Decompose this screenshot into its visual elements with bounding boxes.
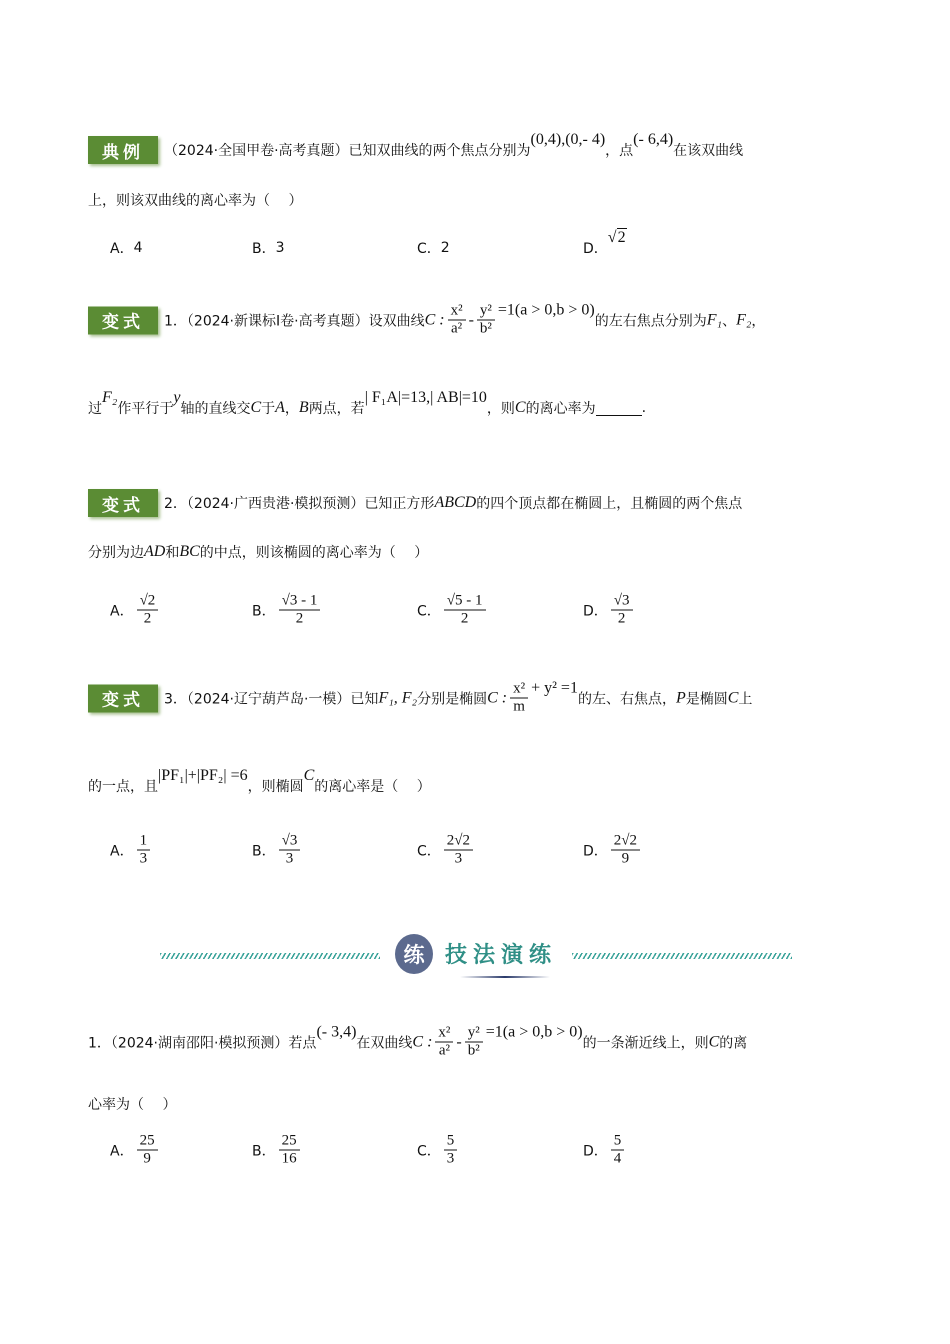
option-a (110, 1133, 161, 1168)
text-segment: 心率为（ ） (88, 1097, 177, 1113)
option-label: A． (110, 603, 134, 619)
denominator: a² (451, 320, 463, 337)
problem-1-line-1 (88, 389, 647, 418)
fraction (465, 1025, 483, 1060)
denominator: 2 (295, 610, 304, 627)
text-segment: 过 (88, 401, 102, 417)
problem-2-line-0 (88, 489, 742, 517)
math-expression: F₁, F₂ (378, 689, 418, 706)
numerator: 2√2 (444, 833, 473, 851)
denominator: a² (438, 1042, 450, 1059)
text-segment: ， (284, 401, 299, 417)
denominator: 2 (617, 610, 626, 627)
problem-0-line-0 (88, 131, 744, 164)
option-label: A． (110, 241, 134, 257)
text-segment: 、 (722, 313, 737, 329)
fraction (137, 833, 151, 868)
fraction (510, 681, 528, 716)
badge-label: 变式 (88, 489, 158, 517)
denominator: 3 (139, 850, 148, 867)
text-segment: 的一条渐近线上，则 (582, 1035, 709, 1051)
text-segment: 的中点，则该椭圆的离心率为（ ） (199, 545, 429, 561)
text-segment: 2 (440, 240, 450, 256)
option-label: C． (417, 843, 441, 859)
text-segment: 在双曲线 (356, 1035, 413, 1051)
numerator: 1 (137, 833, 151, 851)
math-expression: F₂ (102, 389, 118, 406)
text-segment: 两点，若 (308, 401, 365, 417)
math-expression: =1(a > 0,b > 0) (485, 1023, 583, 1040)
numerator: y² (465, 1025, 483, 1043)
text-segment: 的左右焦点分别为 (594, 313, 707, 329)
denominator: 2 (460, 610, 469, 627)
text-segment: 和 (165, 545, 180, 561)
math-expression: C (708, 1033, 720, 1050)
option-label: D． (583, 843, 608, 859)
numerator: x² (510, 681, 528, 699)
numerator: √3 - 1 (279, 593, 321, 611)
hatch-divider-right (572, 953, 792, 959)
fraction (435, 1025, 453, 1060)
fraction (448, 303, 466, 338)
option-b (252, 238, 285, 258)
math-expression: y (173, 389, 181, 406)
math-expression: =1(a > 0,b > 0) (497, 301, 595, 318)
text-segment: 上 (738, 691, 753, 707)
option-label: C． (417, 603, 441, 619)
fraction (279, 1133, 300, 1168)
problem-0-line-1 (88, 190, 302, 210)
text-segment: 分别为边 (88, 545, 144, 561)
option-c (417, 238, 450, 258)
text-segment: 1．（2024·新课标Ⅰ卷·高考真题）设双曲线 (164, 313, 425, 329)
text-segment: 3．（2024·辽宁葫芦岛·一模）已知 (164, 691, 379, 707)
section-banner (160, 930, 792, 982)
math-expression: AD (144, 543, 166, 560)
numerator: x² (448, 303, 466, 321)
badge-label: 变式 (88, 306, 158, 334)
math-expression: C : (412, 1033, 433, 1050)
text-segment: 上，则该双曲线的离心率为（ ） (88, 193, 303, 209)
math-expression: F₂ (736, 311, 752, 328)
option-label: D． (583, 603, 608, 619)
text-segment: 作平行于 (117, 401, 174, 417)
fraction (611, 833, 640, 868)
title-underline (460, 976, 550, 978)
denominator: 9 (621, 850, 630, 867)
math-expression: |PF₁|+|PF₂| =6 (158, 767, 248, 784)
option-d (583, 593, 636, 628)
option-label: D． (583, 241, 608, 257)
option-label: A． (110, 843, 134, 859)
numerator: 25 (137, 1133, 158, 1151)
option-label: B． (252, 843, 276, 859)
numerator: 2√2 (611, 833, 640, 851)
text-segment: 的离 (719, 1035, 748, 1051)
fraction (444, 1133, 458, 1168)
fraction (444, 833, 473, 868)
denominator: 3 (446, 1150, 455, 1167)
text-segment: 的左、右焦点， (577, 691, 676, 707)
option-label: B． (252, 603, 276, 619)
option-label: B． (252, 1143, 276, 1159)
problem-2-line-1 (88, 542, 428, 562)
option-d (583, 229, 627, 258)
denominator: 2 (143, 610, 152, 627)
fraction (279, 833, 301, 868)
option-c (417, 593, 489, 628)
text-segment: 的离心率为 (525, 401, 596, 417)
numerator: √2 (137, 593, 159, 611)
math-expression: C : (424, 311, 445, 328)
fraction (444, 593, 486, 628)
text-segment: （2024·全国甲卷·高考真题）已知双曲线的两个焦点分别为 (164, 143, 531, 159)
numerator: 5 (611, 1133, 625, 1151)
problem-4-line-1 (88, 1094, 176, 1114)
math-expression: - (456, 1033, 462, 1050)
hatch-divider-left (160, 953, 380, 959)
option-b (252, 833, 303, 868)
square-root (608, 229, 627, 247)
option-label: B． (252, 241, 276, 257)
fraction (137, 1133, 158, 1168)
option-c (417, 1133, 460, 1168)
section-title: 技法演练 (445, 942, 558, 968)
text-segment: ， (751, 313, 766, 329)
fraction (137, 593, 159, 628)
math-expression: + y² =1 (531, 679, 578, 696)
math-expression: (- 6,4) (633, 131, 674, 148)
denominator: 9 (143, 1150, 151, 1167)
radical-sign: √ (607, 229, 617, 246)
fraction (477, 303, 495, 338)
numerator: 5 (444, 1133, 458, 1151)
fraction (279, 593, 321, 628)
text-segment: 的一点，且 (88, 779, 158, 795)
badge-label: 变式 (88, 684, 158, 712)
text-segment: 轴的直线交 (180, 401, 251, 417)
math-expression: C (250, 399, 262, 416)
option-a (110, 238, 143, 258)
denominator: 4 (613, 1150, 622, 1167)
text-segment: 的离心率是（ ） (314, 779, 431, 795)
option-a (110, 593, 161, 628)
math-expression: | F₁A|=13,| AB|=10 (364, 389, 487, 406)
math-expression: B (298, 399, 309, 416)
option-c (417, 833, 476, 868)
fraction (611, 593, 633, 628)
option-d (583, 1133, 627, 1168)
text-segment: 是椭圆 (685, 691, 728, 707)
math-expression: F₁ (706, 311, 723, 328)
problem-1-line-0 (88, 303, 765, 338)
math-expression: C : (487, 689, 508, 706)
text-segment: 4 (133, 240, 143, 256)
practice-circle-icon: 练 (395, 934, 433, 974)
denominator: m (513, 698, 525, 715)
denominator: b² (467, 1042, 480, 1059)
math-expression: C (727, 689, 739, 706)
option-label: A． (110, 1143, 134, 1159)
text-segment: 分别是椭圆 (417, 691, 488, 707)
option-b (252, 593, 323, 628)
badge-label: 典例 (88, 136, 158, 164)
option-d (583, 833, 643, 868)
denominator: 16 (281, 1150, 297, 1167)
text-segment: 的四个顶点都在椭圆上，且椭圆的两个焦点 (476, 496, 743, 512)
math-expression: (- 3,4) (316, 1023, 357, 1040)
option-b (252, 1133, 303, 1168)
text-segment: 1．（2024·湖南邵阳·模拟预测）若点 (88, 1035, 317, 1051)
math-expression: C (514, 399, 526, 416)
fraction (611, 1133, 625, 1168)
text-segment: 于 (261, 401, 276, 417)
numerator: y² (477, 303, 495, 321)
radicand: 2 (617, 229, 626, 246)
option-label: C． (417, 1143, 441, 1159)
option-a (110, 833, 153, 868)
problem-3-line-1 (88, 767, 431, 796)
numerator: 25 (279, 1133, 300, 1151)
math-expression: P (675, 689, 686, 706)
denominator: b² (479, 320, 492, 337)
option-label: D． (583, 1143, 608, 1159)
text-segment: ，点 (605, 143, 634, 159)
math-expression: C (303, 767, 315, 784)
text-segment: . (641, 400, 647, 416)
denominator: 3 (454, 850, 463, 867)
denominator: 3 (285, 850, 294, 867)
numerator: √3 (611, 593, 633, 611)
text-segment: 在该双曲线 (673, 143, 744, 159)
problem-4-line-0 (88, 1025, 747, 1060)
math-expression: ABCD (434, 494, 477, 511)
numerator: √3 (279, 833, 301, 851)
option-label: C． (417, 241, 441, 257)
numerator: x² (435, 1025, 453, 1043)
math-expression: (0,4),(0,- 4) (530, 131, 606, 148)
numerator: √5 - 1 (444, 593, 486, 611)
text-segment: ，则椭圆 (247, 779, 304, 795)
text-segment: 3 (275, 240, 285, 256)
problem-3-line-0 (88, 681, 752, 716)
answer-blank (596, 401, 642, 416)
text-segment: ，则 (486, 401, 515, 417)
math-expression: BC (179, 543, 200, 560)
text-segment: 2．（2024·广西贵港·模拟预测）已知正方形 (164, 496, 435, 512)
math-expression: - (468, 311, 474, 328)
math-expression: A (275, 399, 285, 416)
